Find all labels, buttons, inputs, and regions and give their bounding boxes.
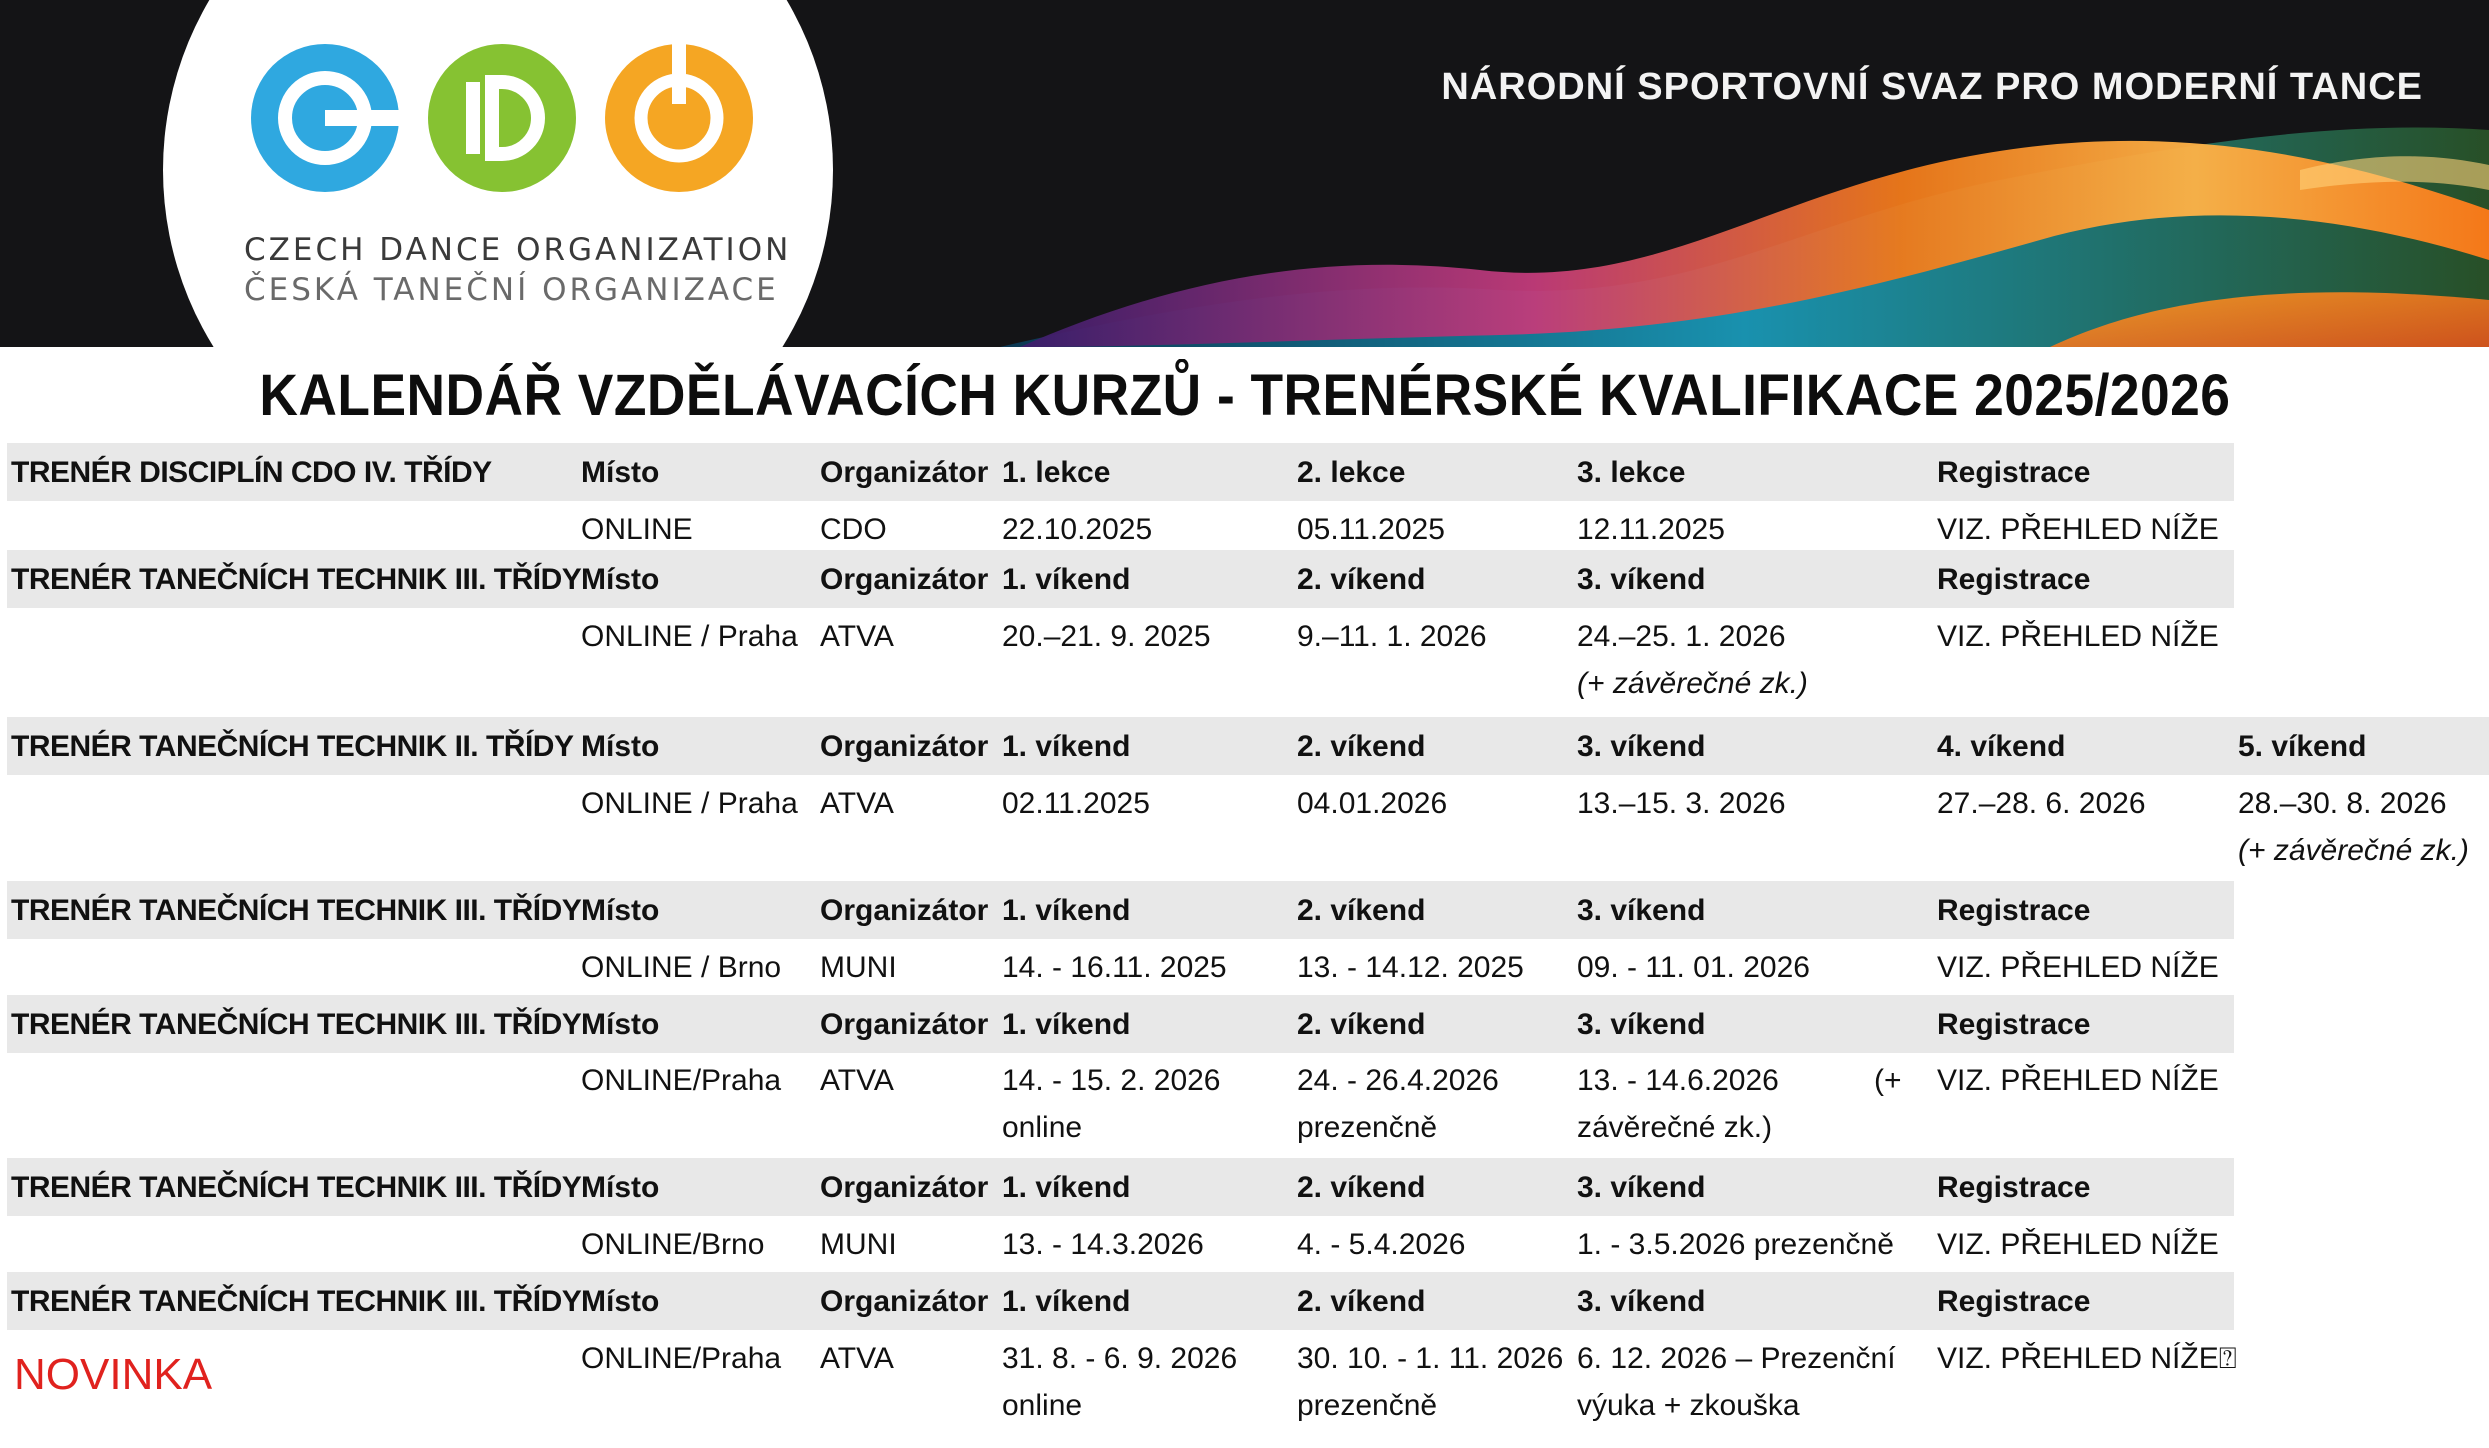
organizer-cell: ATVA [820,620,894,653]
organizer-cell: CDO [820,513,887,546]
course-header-row [7,717,2489,775]
column-header: 1. víkend [1002,1171,1131,1204]
org-name-en: CZECH DANCE ORGANIZATION [244,232,792,268]
new-badge: NOVINKA [14,1350,213,1399]
date-cell: 13. - 14.12. 2025 [1297,951,1524,984]
column-header: Místo [581,456,660,489]
course-name: TRENÉR TANEČNÍCH TECHNIK III. TŘÍDY [11,1171,582,1204]
column-header: 3. víkend [1577,1008,1706,1041]
cdo-logo-icon [240,40,760,210]
column-header: Místo [581,1171,660,1204]
date-cell: 02.11.2025 [1002,787,1150,820]
column-header: Registrace [1937,894,2091,927]
course-name: TRENÉR TANEČNÍCH TECHNIK III. TŘÍDY [11,894,582,927]
column-header: Organizátor [820,1285,989,1318]
registration-link[interactable]: VIZ. PŘEHLED NÍŽE [1937,620,2219,653]
date-cell: 22.10.2025 [1002,513,1153,546]
column-header: Organizátor [820,1008,989,1041]
date-cell: 24.–25. 1. 2026 [1577,620,1786,653]
column-header: 2. víkend [1297,1171,1426,1204]
date-cell: 4. - 5.4.2026 [1297,1228,1466,1261]
column-header: 3. víkend [1577,730,1706,763]
column-header: Organizátor [820,563,989,596]
column-header: 2. víkend [1297,1008,1426,1041]
organizer-cell: MUNI [820,951,897,984]
column-header: 2. lekce [1297,456,1406,489]
date-cell: 14. - 15. 2. 2026 [1002,1064,1221,1097]
column-header: Místo [581,894,660,927]
location-cell: ONLINE [581,513,693,546]
date-cell: 09. - 11. 01. 2026 [1577,951,1810,984]
column-header: 5. víkend [2238,730,2367,763]
column-header: Registrace [1937,563,2091,596]
location-cell: ONLINE / Praha [581,787,798,820]
page-title: KALENDÁŘ VZDĚLÁVACÍCH KURZŮ - TRENÉRSKÉ KVALIFIKACE 2025/2026 [259,363,2231,428]
date-cell: 27.–28. 6. 2026 [1937,787,2146,820]
date-cell: 1. - 3.5.2026 prezenčně [1577,1228,1894,1261]
date-cell: 20.–21. 9. 2025 [1002,620,1211,653]
registration-link[interactable]: VIZ. PŘEHLED NÍŽE [1937,1064,2219,1097]
date-cell: 14. - 16.11. 2025 [1002,951,1227,984]
exam-note: (+ závěrečné zk.) [1577,667,1808,700]
date-mode-note: online [1002,1111,1083,1144]
registration-link[interactable]: VIZ. PŘEHLED NÍŽE [1937,1228,2219,1261]
exam-note: výuka + zkouška [1577,1389,1800,1422]
column-header: Registrace [1937,1008,2091,1041]
location-cell: ONLINE/Praha [581,1342,782,1375]
date-cell: 28.–30. 8. 2026 [2238,787,2447,820]
date-cell: 04.01.2026 [1297,787,1448,820]
column-header: 4. víkend [1937,730,2066,763]
org-name-cz: ČESKÁ TANEČNÍ ORGANIZACE [244,272,779,308]
location-cell: ONLINE/Brno [581,1228,765,1261]
course-header-row [7,1158,2234,1216]
column-header: 3. víkend [1577,894,1706,927]
organizer-cell: ATVA [820,1342,894,1375]
date-cell: 30. 10. - 1. 11. 2026 [1297,1342,1564,1375]
course-name: TRENÉR TANEČNÍCH TECHNIK III. TŘÍDY [11,1285,582,1318]
organizer-cell: ATVA [820,787,894,820]
column-header: Organizátor [820,1171,989,1204]
column-header: Registrace [1937,456,2091,489]
column-header: Místo [581,1285,660,1318]
course-name: TRENÉR TANEČNÍCH TECHNIK III. TŘÍDY [11,1008,582,1041]
date-cell: 13. - 14.6.2026 [1577,1064,1779,1097]
date-cell: 13. - 14.3.2026 [1002,1228,1204,1261]
header-banner [0,0,2489,347]
column-header: Místo [581,1008,660,1041]
column-header: 3. víkend [1577,1171,1706,1204]
course-header-row [7,550,2234,608]
column-header: 2. víkend [1297,563,1426,596]
date-cell: 31. 8. - 6. 9. 2026 [1002,1342,1238,1375]
column-header: Místo [581,730,660,763]
date-mode-note: prezenčně [1297,1389,1438,1422]
date-cell: 05.11.2025 [1297,513,1445,546]
exam-note: (+ závěrečné zk.) [2238,834,2469,867]
exam-note: závěrečné zk.) [1577,1111,1773,1144]
column-header: 3. víkend [1577,563,1706,596]
column-header: Organizátor [820,894,989,927]
date-cell: 12.11.2025 [1577,513,1725,546]
date-cell: 9.–11. 1. 2026 [1297,620,1487,653]
column-header: 3. víkend [1577,1285,1706,1318]
column-header: Registrace [1937,1285,2091,1318]
course-name: TRENÉR DISCIPLÍN CDO IV. TŘÍDY [11,456,492,489]
course-name: TRENÉR TANEČNÍCH TECHNIK II. TŘÍDY [11,730,574,763]
column-header: Organizátor [820,456,989,489]
column-header: Organizátor [820,730,989,763]
column-header: 1. víkend [1002,563,1131,596]
exam-note-prefix: (+ [1874,1064,1902,1097]
course-name: TRENÉR TANEČNÍCH TECHNIK III. TŘÍDY [11,563,582,596]
column-header: 1. lekce [1002,456,1111,489]
column-header: Registrace [1937,1171,2091,1204]
location-cell: ONLINE / Brno [581,951,782,984]
course-header-row [7,995,2234,1053]
column-header: 2. víkend [1297,730,1426,763]
course-header-row [7,443,2234,501]
registration-link[interactable]: VIZ. PŘEHLED NÍŽE [1937,513,2219,546]
column-header: Místo [581,563,660,596]
date-cell: 6. 12. 2026 – Prezenční [1577,1342,1896,1375]
column-header: 2. víkend [1297,894,1426,927]
column-header: 2. víkend [1297,1285,1426,1318]
organizer-cell: MUNI [820,1228,897,1261]
location-cell: ONLINE / Praha [581,620,798,653]
date-cell: 13.–15. 3. 2026 [1577,787,1786,820]
date-mode-note: online [1002,1389,1083,1422]
registration-link[interactable]: VIZ. PŘEHLED NÍŽE [1937,951,2219,984]
registration-link[interactable]: VIZ. PŘEHLED NÍŽE⍰ [1937,1342,2237,1375]
column-header: 1. víkend [1002,730,1131,763]
course-header-row [7,1272,2234,1330]
date-cell: 24. - 26.4.2026 [1297,1064,1499,1097]
column-header: 1. víkend [1002,894,1131,927]
banner-tagline: NÁRODNÍ SPORTOVNÍ SVAZ PRO MODERNÍ TANCE [1441,66,2423,108]
location-cell: ONLINE/Praha [581,1064,782,1097]
organizer-cell: ATVA [820,1064,894,1097]
column-header: 1. víkend [1002,1285,1131,1318]
date-mode-note: prezenčně [1297,1111,1438,1144]
column-header: 1. víkend [1002,1008,1131,1041]
course-header-row [7,881,2234,939]
column-header: 3. lekce [1577,456,1686,489]
